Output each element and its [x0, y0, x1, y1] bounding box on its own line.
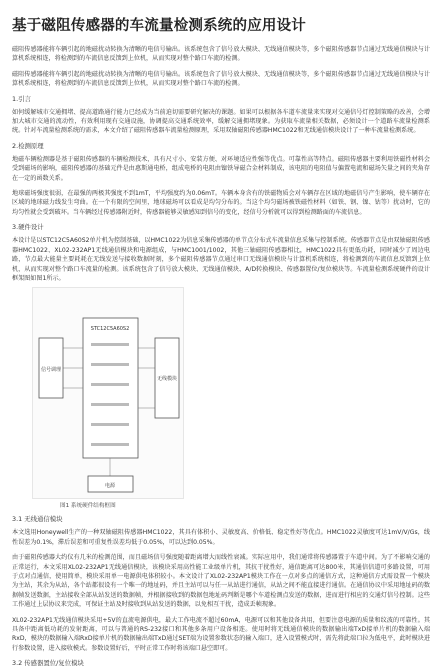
figure-caption: 图1 系统硬件结构框图	[60, 503, 116, 510]
section-3-1-paragraph-1: 本文选用Honeywell生产的一种双轴磁阻传感器HMC1022，其具有体积小、灵敏度高、价格低、稳定性好等优点。HMC1022灵敏度可达1mV/V/Gs，线性误差为0.1%，滞后误差和可重复性误差均低于0.05%，可以达到0.05%。	[12, 529, 430, 546]
section-heading-1: 1.引言	[12, 94, 31, 103]
section-heading-3: 3.硬件设计	[12, 223, 44, 232]
section-2-paragraph-1: 地磁车辆检测器是基于磁阻传感器的车辆检测技术，具有尺寸小、安装方便、对环境适应性强等优点。可靠性高等特点。磁阻传感器主要利用铁磁性材料会受到磁场的影响，磁阻传感器的基础元件是由惠斯通电桥，组成电桥的电阻由镍铁导磁合金材料制成，该电阻的电阻值与偏置电流和磁场矢量之间的夹角存在一定的函数关系。	[12, 155, 430, 182]
page-title: 基于磁阻传感器的车流量检测系统的应用设计	[12, 18, 306, 34]
mcu-label: STC12C5A60S2	[90, 326, 130, 333]
section-3-paragraph: 本设计是以STC12C5A60S2单片机为控制基础，以HMC1022为信息采集传感器的单节点分布式车流量信息采集与控制系统。传感器节点是由双轴磁阻传感器HMC1022、XL02-232AP1无线通信模块和电源组成，与HMC1001/1002，其他三轴磁阻传感器相比，HMC1022具有更低功耗，同时减少了周边电路，节点最大能量主要耗耗在无线发送与接收数据时刻，多个磁阻传感器节点通过串口无线通信模块与计算机系统相连，将检测到的车流信息反馈到上位机，从而实现对整个路口车流量的检测。该系统包含了信号放大模块、无线通信模块、A/D转换模块、传感器置位/复位模块等。车流量检测系统硬件的设计框架图如图1所示。	[12, 237, 430, 282]
section-2-paragraph-2: 地球磁场强度很弱，在最强的两极其强度不到1mT，平均强度约为0.06mT。车辆本身含有的铁磁物质会对车辆存在区域的地磁信号产生影响，使车辆存在区域的地球磁力线发生弯曲。在一个有限的空间里，地球磁场可以看成是均匀分布的。当这个均匀磁场被铁磁性材料（如铁、钢、镍、钴等）扰动时，它的均匀性就会受到破坏。当车辆经过传感器附近时，传感器能够灵敏感知到信号的变化，经信号分析就可以得到检测路面的车流信息。	[12, 190, 430, 216]
intro-paragraph-2: 磁阻传感器能将车辆引起的地磁扰动转换为清晰的电信号输出。该系统包含了信号放大模块、无线通信模块等，多个磁阻传感器节点通过无线通信模块与计算机系统相连，将检测到的车流信息反馈到上位机，从而实现对整个路口车流的检测。	[12, 70, 430, 88]
section-3-1-paragraph-3: XL02-232AP1无线通信模块采用+5V的直流电源供电，最大工作电流不超过60mA，电源可以和其他设备共用，但要注意电源的质量和纹波的可靠性。其具备中距离低功耗的发射距离，可以与普通的RS-232接口和其他多条用户设备相连。使用时将无线通信模块的数据输出端TxD接单片机的数据输入端RxD，模块的数据输入端RxD接单片机的数据输出端TxD通过SET端为设置参数状态的输入端口，进入设置模式时，需先将此端口拉为低电平，此时模块进行参数设置，进入接收模式。参数设置好后，平时正常工作时将该端口悬空即可。	[12, 616, 430, 652]
section-3-1-paragraph-2: 由于磁阻传感器大约仪有几米的检测范围，而且磁场信号强度随着距离增大而线性衰减。实际应用中，我们通常将传感器置于车道中间。为了不影响交通的正常运行，本文采用XL02-232AP1无线通信模块，该模块采用高性能工业级单片机，其抗干扰性好，通信距离可达800米，其通信信道可多路设置，可用于点对点通信，使用简单，模块采用单一电源供电体积较小。本文设计了XL02-232AP1模块工作在一点对多点的通信方式，这种通信方式需设置一个模块为主站，其余为从站，各个站都很设有一个唯一的地址码，并且主站可以与任一从站进行通信，从站之间不能直接进行通信。在通信协议中采用地址码的数据帧发送数据，主站接收全部从站发送的数据帧，并根据接收到的数据包地址码判断是哪个车道检测点发送的数据，进而进行相应的交通灯信号控制。这些工作通过上层协议来完成，可保证主站及时接收到从站发送的数据，以免相互干扰，造成丢帧现象。	[12, 554, 430, 609]
left-block-label: 信号调理	[40, 367, 62, 374]
section-1-paragraph: 如何缓解城市交通拥堵、提高道路通行能力已经成为当前迫切需要研究解决的课题。如果可以根据各车道车流量来实现对交通信号灯控制策略的改善，会增加大城市交通的流动性，有效利用现有交通设施，协调提高交通系统效率，缓解交通拥堵现象。为获取车流量相关数据，必须设计一个道路车流量检测系统。针对车流量检测系统的需求，本文介绍了磁阻传感器车流量检测原理，采用双轴磁阻传感器HMC1022和无线通信模块设计了一种车流量检测系统。	[12, 108, 430, 135]
mcu-box	[83, 318, 138, 458]
section-heading-3-1: 3.1 无线通信模块	[12, 515, 63, 524]
hardware-block-diagram	[32, 287, 184, 499]
section-heading-3-2: 3.2 传感器置位/复位模块	[12, 659, 84, 668]
right-block-label: 无线模块	[156, 376, 178, 383]
intro-paragraph-1: 磁阻传感器能将车辆引起的地磁扰动转换为清晰的电信号输出。该系统包含了信号放大模块、无线通信模块等，多个磁阻传感器节点通过无线通信模块与计算机系统相连，将检测到的车流信息反馈到上位机，从而实现对整个路口车流的检测。	[12, 46, 430, 63]
bottom-block-label: 电源	[104, 483, 116, 490]
block-diagram-svg	[33, 288, 183, 498]
section-heading-2: 2.检测原理	[12, 141, 44, 150]
